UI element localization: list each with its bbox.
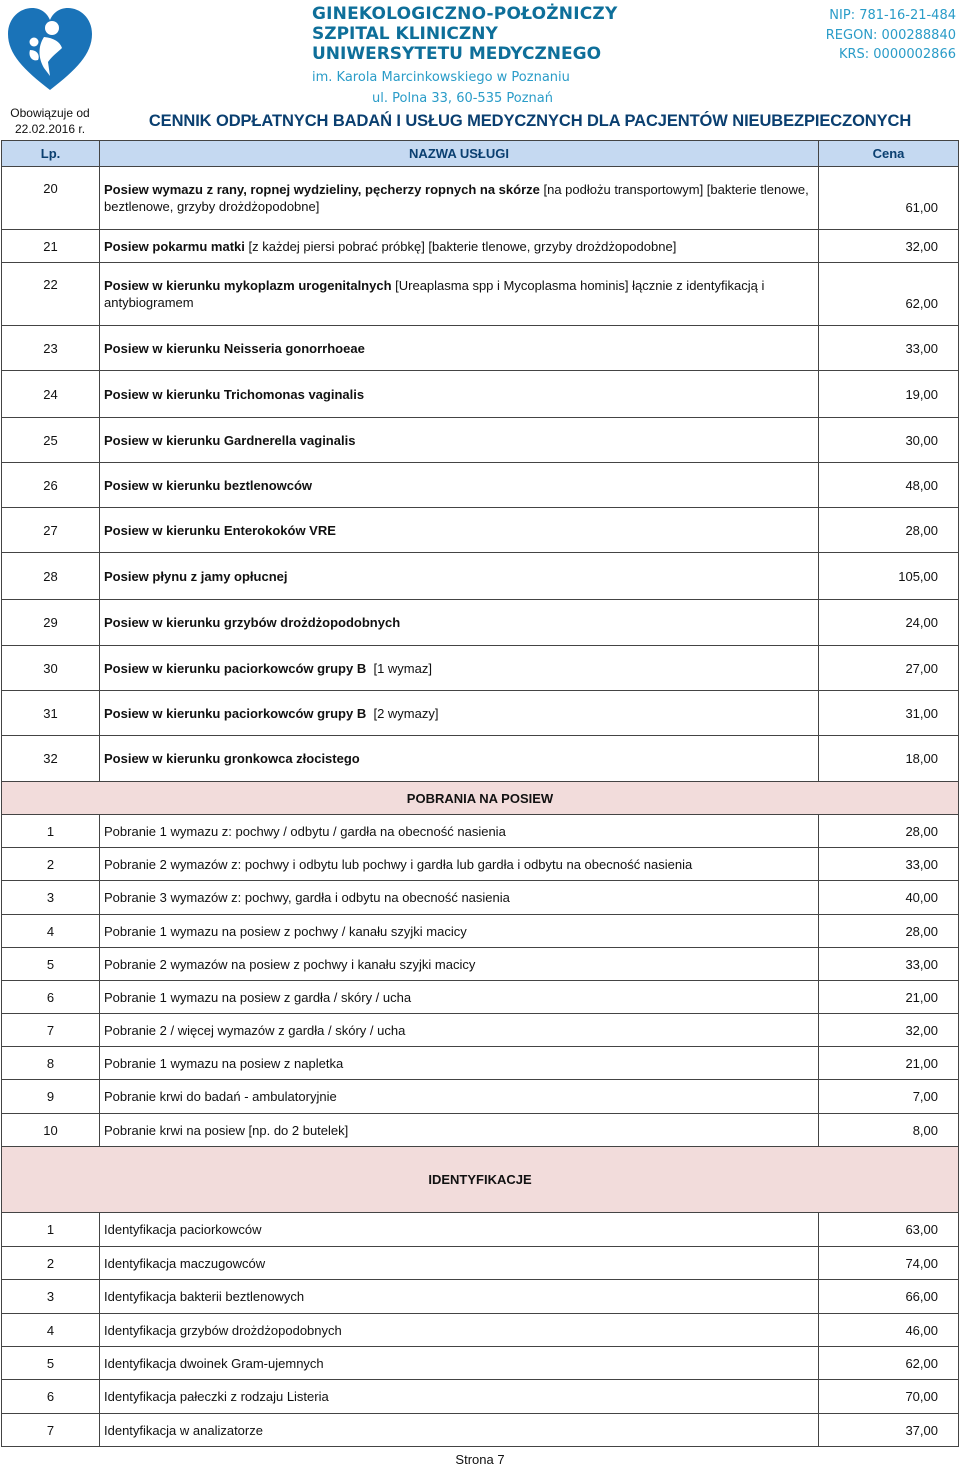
hospital-name-line3: UNIWERSYTETU MEDYCZNEGO	[312, 44, 602, 64]
table-row	[1, 948, 959, 981]
row-number: 23	[2, 326, 100, 370]
service-name-bold: Posiew w kierunku Trichomonas vaginalis	[104, 386, 365, 402]
table-row	[1, 600, 959, 646]
service-name	[100, 326, 819, 370]
table-row	[1, 881, 959, 915]
table-row	[1, 1047, 959, 1080]
service-name: Identyfikacja paciorkowców	[100, 1213, 819, 1246]
table-row	[1, 1247, 959, 1280]
service-price: 46,00	[905, 1322, 938, 1338]
service-price: 48,00	[905, 477, 938, 493]
table-row	[1, 1380, 959, 1414]
service-price: 74,00	[905, 1255, 938, 1271]
hospital-name-block	[312, 4, 632, 108]
effective-date: Obowiązuje od 22.02.2016 r.	[10, 106, 90, 136]
service-price: 63,00	[905, 1222, 938, 1237]
section-header-identyfikacje: IDENTYFIKACJE	[1, 1147, 959, 1213]
row-number: 6	[2, 981, 100, 1013]
service-name	[100, 418, 819, 462]
table-row	[1, 1114, 959, 1147]
row-number: 5	[2, 948, 100, 980]
hospital-name-line2: SZPITAL KLINICZNY	[312, 24, 498, 44]
table-row	[1, 1414, 959, 1447]
page-number: Strona 7	[455, 1452, 505, 1467]
table-row	[1, 167, 959, 230]
regon-number: REGON: 000288840	[825, 27, 956, 43]
service-name: Identyfikacja w analizatorze	[100, 1414, 819, 1446]
row-number: 4	[2, 1314, 100, 1346]
service-price: 40,00	[905, 890, 938, 905]
service-name: Pobranie 2 / więcej wymazów z gardła / skóry / ucha	[100, 1014, 819, 1046]
service-price: 28,00	[905, 923, 938, 939]
service-price: 28,00	[905, 522, 938, 538]
row-number: 4	[2, 915, 100, 947]
service-name	[100, 691, 819, 735]
service-name	[100, 463, 819, 507]
hospital-patron: im. Karola Marcinkowskiego w Poznaniu	[312, 70, 570, 85]
service-name	[100, 600, 819, 645]
service-name	[100, 646, 819, 690]
service-name-bold: Posiew w kierunku paciorkowców grupy B	[104, 660, 367, 676]
hospital-banner	[0, 0, 960, 106]
table-row	[1, 508, 959, 553]
service-price: 33,00	[905, 956, 938, 972]
service-price: 18,00	[905, 751, 938, 766]
service-price: 28,00	[905, 823, 938, 839]
table-row	[1, 646, 959, 691]
price-list-title: CENNIK ODPŁATNYCH BADAŃ I USŁUG MEDYCZNYCH DLA PACJENTÓW NIEUBEZPIECZONYCH	[148, 112, 912, 130]
service-name: Pobranie 1 wymazu na posiew z napletka	[100, 1047, 819, 1079]
service-name: Pobranie 2 wymazów z: pochwy i odbytu lub pochwy i gardła lub gardła i odbytu na obecność nasienia	[100, 848, 819, 880]
row-number: 7	[2, 1414, 100, 1446]
service-name	[100, 736, 819, 781]
table-row	[1, 1014, 959, 1047]
row-number: 8	[2, 1047, 100, 1079]
table-row	[1, 463, 959, 508]
row-number: 24	[2, 371, 100, 417]
service-price: 66,00	[905, 1289, 938, 1304]
service-name: Pobranie krwi na posiew [np. do 2 butelek]	[100, 1114, 819, 1146]
row-number: 28	[2, 553, 100, 599]
column-header-name: NAZWA USŁUGI	[100, 141, 819, 166]
service-name	[100, 371, 819, 417]
table-row	[1, 1314, 959, 1347]
service-name-bold: Posiew w kierunku Gardnerella vaginalis	[104, 432, 356, 448]
krs-number: KRS: 0000002866	[838, 47, 956, 62]
service-name: Identyfikacja pałeczki z rodzaju Listeria	[100, 1380, 819, 1413]
row-number: 2	[2, 1247, 100, 1279]
row-number: 1	[2, 815, 100, 847]
service-name	[100, 553, 819, 599]
table-row	[1, 815, 959, 848]
row-number: 6	[2, 1380, 100, 1413]
service-name: Identyfikacja maczugowców	[100, 1247, 819, 1279]
table-row	[1, 1213, 959, 1247]
service-name: Pobranie 2 wymazów na posiew z pochwy i kanału szyjki macicy	[100, 948, 819, 980]
row-number: 25	[2, 418, 100, 462]
service-price: 19,00	[905, 386, 938, 402]
service-price: 7,00	[912, 1089, 938, 1104]
service-price: 21,00	[905, 989, 938, 1005]
service-name: Identyfikacja bakterii beztlenowych	[100, 1280, 819, 1313]
table-row	[1, 1080, 959, 1114]
service-price: 21,00	[905, 1055, 938, 1071]
table-row	[1, 981, 959, 1014]
column-header-price: Cena	[872, 146, 905, 161]
row-number: 20	[2, 167, 100, 229]
price-table	[1, 140, 959, 1447]
service-price: 32,00	[905, 1022, 938, 1038]
row-number: 5	[2, 1347, 100, 1379]
hospital-name-line1: GINEKOLOGICZNO-POŁOŻNICZY	[312, 4, 618, 24]
service-name-bold: Posiew pokarmu matki	[104, 238, 245, 254]
service-price: 33,00	[905, 856, 938, 872]
service-name	[100, 508, 819, 552]
row-number: 31	[2, 691, 100, 735]
row-number: 3	[2, 881, 100, 914]
table-row	[1, 230, 959, 263]
table-row	[1, 418, 959, 463]
service-name-bold: Posiew w kierunku grzybów drożdżopodobnych	[104, 615, 401, 630]
service-name-bold: Posiew w kierunku beztlenowców	[104, 477, 313, 493]
service-name-bold: Posiew w kierunku gronkowca złocistego	[104, 751, 360, 766]
service-name: Pobranie 3 wymazów z: pochwy, gardła i odbytu na obecność nasienia	[100, 881, 819, 914]
row-number: 27	[2, 508, 100, 552]
service-name: Pobranie 1 wymazu z: pochwy / odbytu / gardła na obecność nasienia	[100, 815, 819, 847]
service-name	[100, 167, 819, 229]
row-number: 7	[2, 1014, 100, 1046]
table-row	[1, 915, 959, 948]
service-name-bold: Posiew w kierunku mykoplazm urogenitalnych	[104, 278, 392, 293]
service-name-detail: [na podłożu transportowym] [bakterie tlenowe, beztlenowe, grzyby drożdżopodobne]	[104, 182, 813, 214]
service-price: 33,00	[905, 340, 938, 356]
nip-number: NIP: 781-16-21-484	[829, 8, 956, 23]
table-header-row	[1, 140, 959, 167]
service-name-bold: Posiew w kierunku paciorkowców grupy B	[104, 705, 367, 721]
service-name	[100, 230, 819, 262]
table-row	[1, 326, 959, 371]
row-number: 3	[2, 1280, 100, 1313]
service-name-bold: Posiew w kierunku Enterokoków VRE	[104, 522, 336, 538]
section-header-pobrania: POBRANIA NA POSIEW	[1, 782, 959, 815]
service-price: 37,00	[905, 1422, 938, 1438]
service-price: 105,00	[898, 568, 938, 584]
service-name-detail: [Ureaplasma spp i Mycoplasma hominis] łącznie z identyfikacją i antybiogramem	[104, 278, 768, 310]
service-price: 62,00	[905, 1355, 938, 1371]
service-name: Identyfikacja grzybów drożdżopodobnych	[100, 1314, 819, 1346]
row-number: 32	[2, 736, 100, 781]
row-number: 2	[2, 848, 100, 880]
row-number: 1	[2, 1213, 100, 1246]
service-price: 31,00	[905, 705, 938, 721]
service-name: Pobranie 1 wymazu na posiew z pochwy / kanału szyjki macicy	[100, 915, 819, 947]
service-name-bold: Posiew w kierunku Neisseria gonorrhoeae	[104, 340, 365, 356]
service-name-detail: [2 wymazy]	[366, 705, 439, 721]
row-number: 22	[2, 263, 100, 325]
table-row	[1, 1280, 959, 1314]
row-number: 26	[2, 463, 100, 507]
service-price: 32,00	[905, 238, 938, 254]
row-number: 21	[2, 230, 100, 262]
service-name	[100, 263, 819, 325]
row-number: 10	[2, 1114, 100, 1146]
service-price: 30,00	[905, 432, 938, 448]
row-number: 29	[2, 600, 100, 645]
table-row	[1, 553, 959, 600]
column-header-lp: Lp.	[2, 141, 100, 166]
service-price: 61,00	[905, 200, 938, 215]
service-name-bold: Posiew wymazu z rany, ropnej wydzieliny, pęcherzy ropnych na skórze	[104, 182, 540, 197]
service-name-detail: [z każdej piersi pobrać próbkę] [bakterie tlenowe, grzyby drożdżopodobne]	[244, 238, 677, 254]
service-price: 70,00	[905, 1389, 938, 1404]
service-price: 24,00	[905, 615, 938, 630]
service-name: Pobranie 1 wymazu na posiew z gardła / skóry / ucha	[100, 981, 819, 1013]
service-price: 27,00	[905, 660, 938, 676]
service-name: Pobranie krwi do badań - ambulatoryjnie	[100, 1080, 819, 1113]
service-name-detail: [1 wymaz]	[366, 660, 432, 676]
service-name-bold: Posiew płynu z jamy opłucnej	[104, 568, 288, 584]
table-row	[1, 848, 959, 881]
row-number: 30	[2, 646, 100, 690]
table-row	[1, 691, 959, 736]
table-row	[1, 371, 959, 418]
row-number: 9	[2, 1080, 100, 1113]
service-price: 8,00	[912, 1122, 938, 1138]
heart-mother-child-logo-icon	[4, 4, 96, 96]
table-row	[1, 1347, 959, 1380]
table-row	[1, 263, 959, 326]
table-row	[1, 736, 959, 782]
document-header	[0, 0, 960, 140]
service-name: Identyfikacja dwoinek Gram-ujemnych	[100, 1347, 819, 1379]
service-price: 62,00	[905, 296, 938, 311]
hospital-address: ul. Polna 33, 60-535 Poznań	[372, 91, 553, 106]
registration-ids	[826, 6, 956, 65]
